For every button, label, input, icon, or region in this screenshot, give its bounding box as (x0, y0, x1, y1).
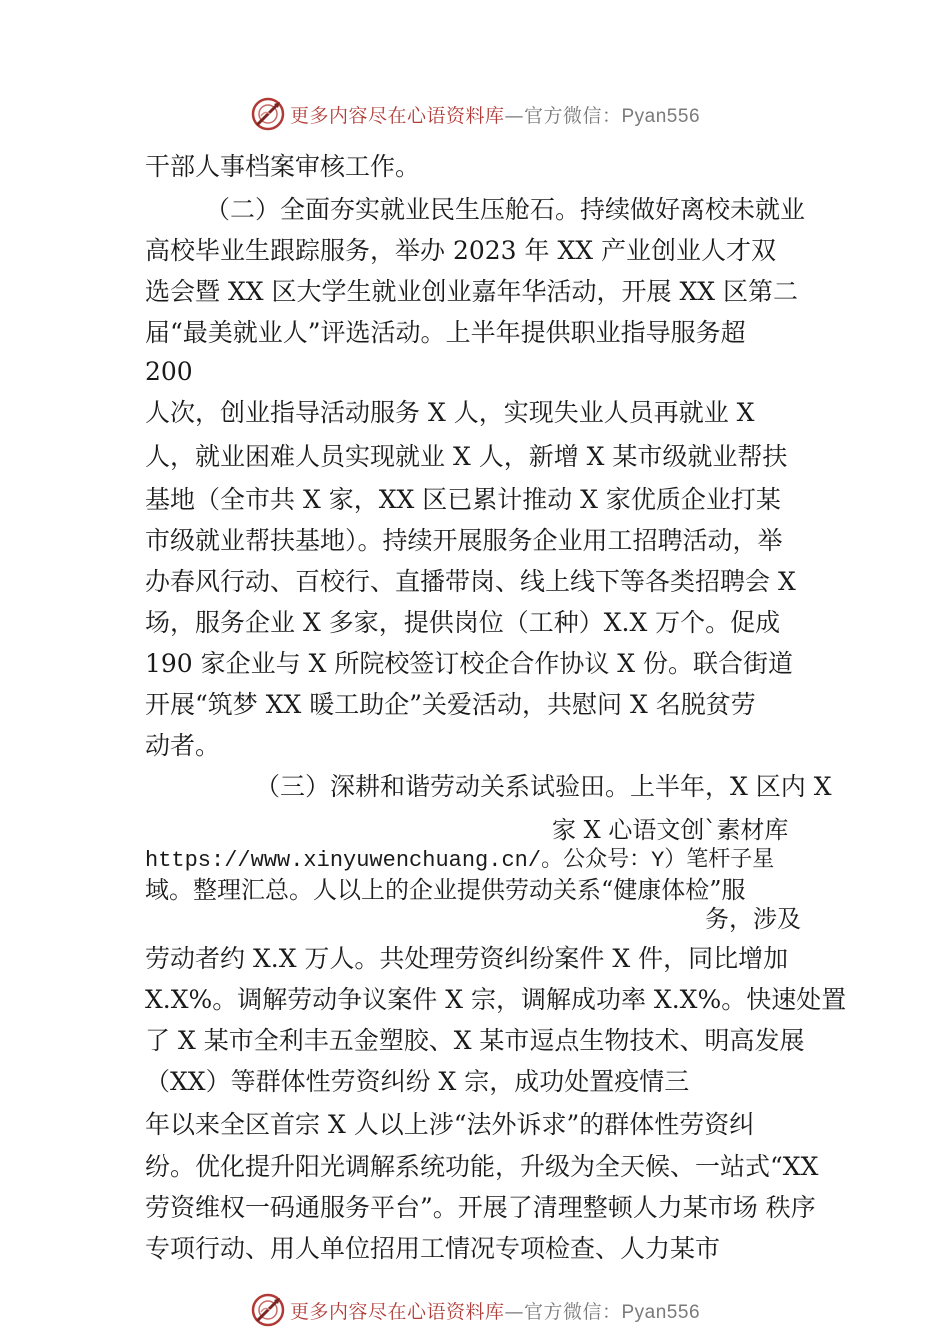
watermark-dash: — (504, 1300, 524, 1323)
body-line: 年以来全区首宗 X 人以上涉“法外诉求”的群体性劳资纠 (145, 1110, 755, 1139)
body-line: （三）深耕和谐劳动关系试验田。上半年，X 区内 X (255, 772, 832, 801)
watermark-brand: 更多内容尽在心语资料库 (289, 104, 505, 127)
body-line-url: https://www.xinyuwenchuang.cn/。公众号：Y）笔杆子星 (145, 848, 775, 873)
body-line: 选会暨 XX 区大学生就业创业嘉年华活动，开展 XX 区第二 (145, 277, 798, 306)
brand-logo-icon (250, 1292, 286, 1328)
body-line: 了 X 某市全利丰五金塑胶、X 某市逗点生物技术、明高发展 (145, 1026, 805, 1055)
body-line: 专项行动、用人单位招用工情况专项检查、人力某市 (145, 1234, 721, 1263)
body-line: 开展“筑梦 XX 暖工助企”关爱活动，共慰问 X 名脱贫劳 (145, 690, 756, 719)
body-line: （XX）等群体性劳资纠纷 X 宗，成功处置疫情三 (145, 1067, 690, 1096)
watermark-dash: — (504, 104, 524, 127)
body-line: 人，就业困难人员实现就业 X 人，新增 X 某市级就业帮扶 (145, 442, 788, 471)
body-line: 基地（全市共 X 家，XX 区已累计推动 X 家优质企业打某 (145, 485, 781, 514)
body-line: 域。整理汇总。人以上的企业提供劳动关系“健康体检”服 (145, 876, 746, 904)
body-line: 劳动者约 X.X 万人。共处理劳资纠纷案件 X 件，同比增加 (145, 944, 789, 973)
body-line: （二）全面夯实就业民生压舱石。持续做好离校未就业 (205, 195, 806, 224)
body-line: 劳资维权一码通服务平台”。开展了清理整顿人力某市场 秩序 (145, 1193, 816, 1222)
body-line: 纷。优化提升阳光调解系统功能，升级为全天候、一站式“XX (145, 1152, 819, 1181)
body-line: 家 X 心语文创`素材库 (552, 816, 789, 844)
body-line: 务，涉及 (705, 905, 801, 933)
body-line: 200 (145, 357, 193, 386)
body-line: 届“最美就业人”评选活动。上半年提供职业指导服务超 (145, 318, 746, 347)
watermark-wechat-id: Pyan556 (621, 105, 701, 127)
body-line: 动者。 (145, 731, 221, 760)
body-line: 干部人事档案审核工作。 (145, 152, 421, 181)
footer-watermark-banner (0, 1290, 950, 1330)
body-line: X.X%。调解劳动争议案件 X 宗，调解成功率 X.X%。快速处置 (145, 985, 847, 1014)
watermark-text (290, 1297, 700, 1324)
brand-logo-icon (250, 96, 286, 132)
body-line: 场，服务企业 X 多家，提供岗位（工种）X.X 万个。促成 (145, 608, 781, 637)
header-watermark-banner (0, 94, 950, 134)
watermark-wechat-label: 官方微信： (523, 104, 622, 127)
body-line: 190 家企业与 X 所院校签订校企合作协议 X 份。联合街道 (145, 649, 794, 678)
body-line: 市级就业帮扶基地）。持续开展服务企业用工招聘活动，举 (145, 526, 783, 555)
watermark-wechat-label: 官方微信： (523, 1300, 622, 1323)
body-line: 办春风行动、百校行、直播带岗、线上线下等各类招聘会 X (145, 567, 796, 596)
watermark-text (290, 101, 700, 128)
body-line: 高校毕业生跟踪服务，举办 2023 年 XX 产业创业人才双 (145, 236, 777, 265)
watermark-brand: 更多内容尽在心语资料库 (289, 1300, 505, 1323)
body-line: 人次，创业指导活动服务 X 人，实现失业人员再就业 X (145, 398, 755, 427)
watermark-wechat-id: Pyan556 (621, 1301, 701, 1323)
